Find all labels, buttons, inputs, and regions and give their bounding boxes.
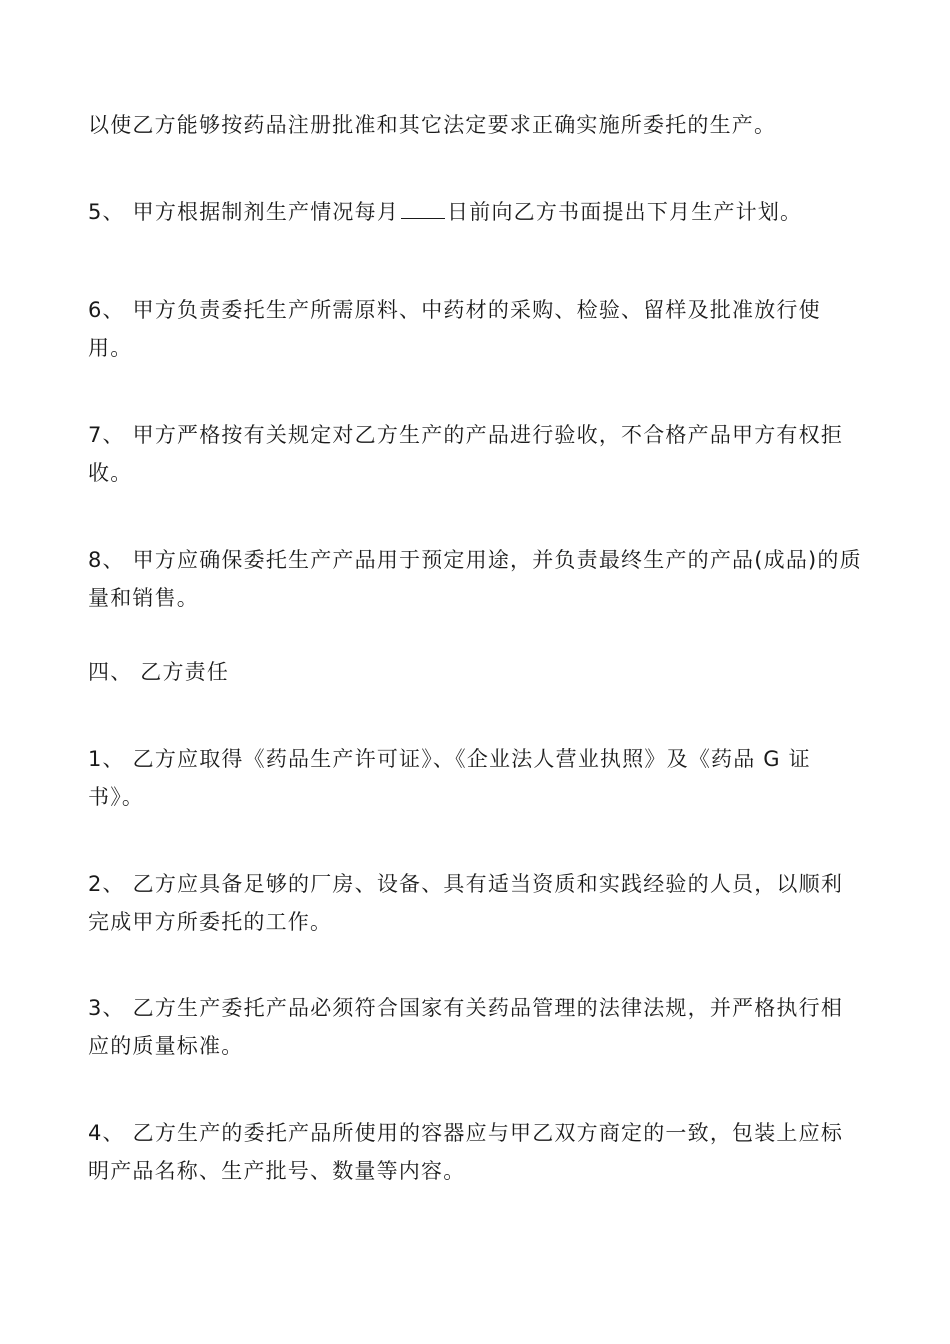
clause-5 [88, 193, 864, 231]
party-b-clause-4: 4、 乙方生产的委托产品所使用的容器应与甲乙双方商定的一致，包装上应标明产品名称、生产批号、数量等内容。 [88, 1121, 844, 1183]
clause-7: 7、 甲方严格按有关规定对乙方生产的产品进行验收，不合格产品甲方有权拒收。 [88, 423, 844, 485]
clause-8: 8、 甲方应确保委托生产产品用于预定用途，并负责最终生产的产品(成品)的质量和销售。 [88, 548, 862, 610]
party-b-clause-1: 1、 乙方应取得《药品生产许可证》、《企业法人营业执照》及《药品 G 证书》。 [88, 747, 811, 809]
party-b-clause-3: 3、 乙方生产委托产品必须符合国家有关药品管理的法律法规，并严格执行相应的质量标准。 [88, 996, 844, 1058]
clause-6: 6、 甲方负责委托生产所需原料、中药材的采购、检验、留样及批准放行使用。 [88, 298, 821, 360]
section-heading-party-b-responsibilities: 四、 乙方责任 [88, 660, 230, 684]
clause-5-text-before: 5、 甲方根据制剂生产情况每月 [88, 200, 400, 224]
party-b-clause-2: 2、 乙方应具备足够的厂房、设备、具有适当资质和实践经验的人员，以顺利完成甲方所委托的工作。 [88, 872, 844, 934]
paragraph-continuation: 以使乙方能够按药品注册批准和其它法定要求正确实施所委托的生产。 [88, 113, 777, 137]
clause-5-text-after: 日前向乙方书面提出下月生产计划。 [447, 200, 803, 224]
fill-in-blank [401, 196, 445, 219]
